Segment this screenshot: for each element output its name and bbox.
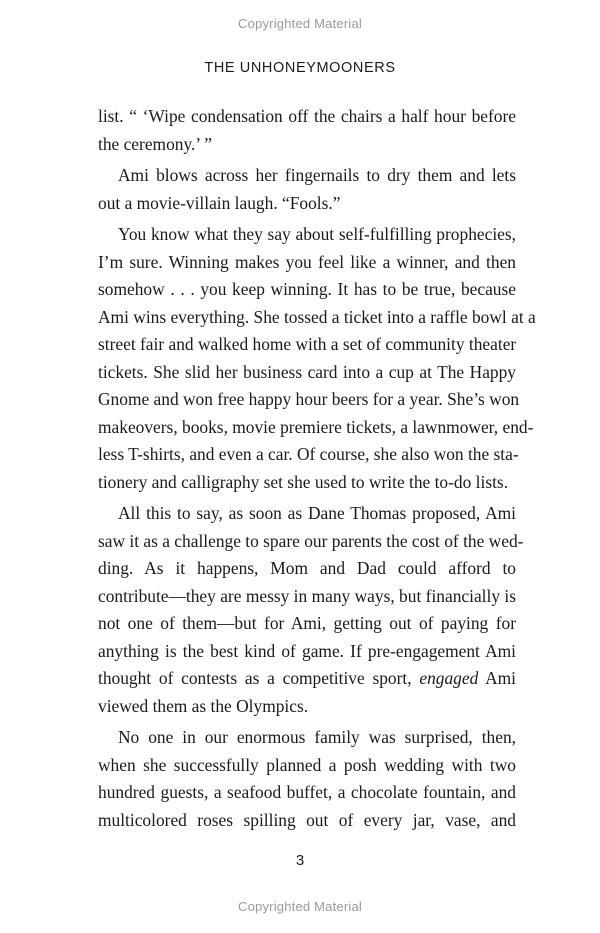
- text-line: street fair and walked home with a set of community theater: [98, 334, 517, 354]
- watermark-top: Copyrighted Material: [238, 16, 362, 31]
- text-line: Ami blows across her fingernails to dry them and lets: [118, 165, 516, 185]
- text-line: You know what they say about self-fulfilling prophecies,: [118, 224, 516, 244]
- text-line: hundred guests, a seafood buffet, a chocolate fountain, and: [98, 782, 516, 802]
- text-line: not one of them—but for Ami, getting out of paying for: [98, 613, 516, 633]
- text-line: multicolored roses spilling out of every jar, vase, and: [98, 809, 516, 830]
- text-line-with-italic: [98, 665, 516, 693]
- text-line: the ceremony.’ ”: [98, 133, 212, 154]
- text-line: tionery and calligraphy set she used to write the to-do lists.: [98, 471, 509, 492]
- text-line: when she successfully planned a posh wedding with two: [98, 754, 516, 775]
- paragraph-3: [98, 221, 536, 496]
- paragraph-2: [98, 162, 516, 217]
- body-text: [98, 103, 536, 834]
- text-line: All this to say, as soon as Dane Thomas proposed, Ami: [118, 503, 516, 523]
- text-line: I’m sure. Winning makes you feel like a winner, and then: [98, 251, 516, 272]
- paragraph-1: [98, 103, 516, 158]
- text-segment: Ami: [478, 668, 517, 688]
- text-line: viewed them as the Olympics.: [98, 695, 309, 716]
- italic-word: engaged: [419, 668, 479, 688]
- text-line: saw it as a challenge to spare our parents the cost of the wed-: [98, 530, 524, 551]
- text-line: out a movie-villain laugh. “Fools.”: [98, 192, 341, 213]
- text-line: tickets. She slid her business card into a cup at The Happy: [98, 361, 516, 382]
- text-line: makeovers, books, movie premiere tickets, a lawnmower, end-: [98, 416, 534, 437]
- text-line: Gnome and won free happy hour beers for a year. She’s won: [98, 389, 520, 409]
- text-line: less T-shirts, and even a car. Of course, she also won the sta-: [98, 444, 519, 464]
- text-line: somehow . . . you keep winning. It has to be true, because: [98, 279, 516, 299]
- paragraph-4: [98, 500, 524, 720]
- text-line: contribute—they are messy in many ways, but financially is: [98, 585, 516, 606]
- page-number: 3: [295, 852, 305, 869]
- text-line: ding. As it happens, Mom and Dad could afford to: [98, 558, 516, 578]
- text-line: No one in our enormous family was surprised, then,: [118, 727, 516, 747]
- text-line: Ami wins everything. She tossed a ticket into a raffle bowl at a: [98, 306, 536, 327]
- text-line: anything is the best kind of game. If pre-engagement Ami: [98, 640, 516, 661]
- running-head: THE UNHONEYMOONERS: [204, 60, 396, 76]
- watermark-bottom: Copyrighted Material: [238, 899, 362, 914]
- text-line: list. “ ‘Wipe condensation off the chairs a half hour before: [98, 106, 516, 126]
- text-segment: thought of contests as a competitive sport,: [98, 668, 412, 688]
- paragraph-5: [98, 724, 516, 834]
